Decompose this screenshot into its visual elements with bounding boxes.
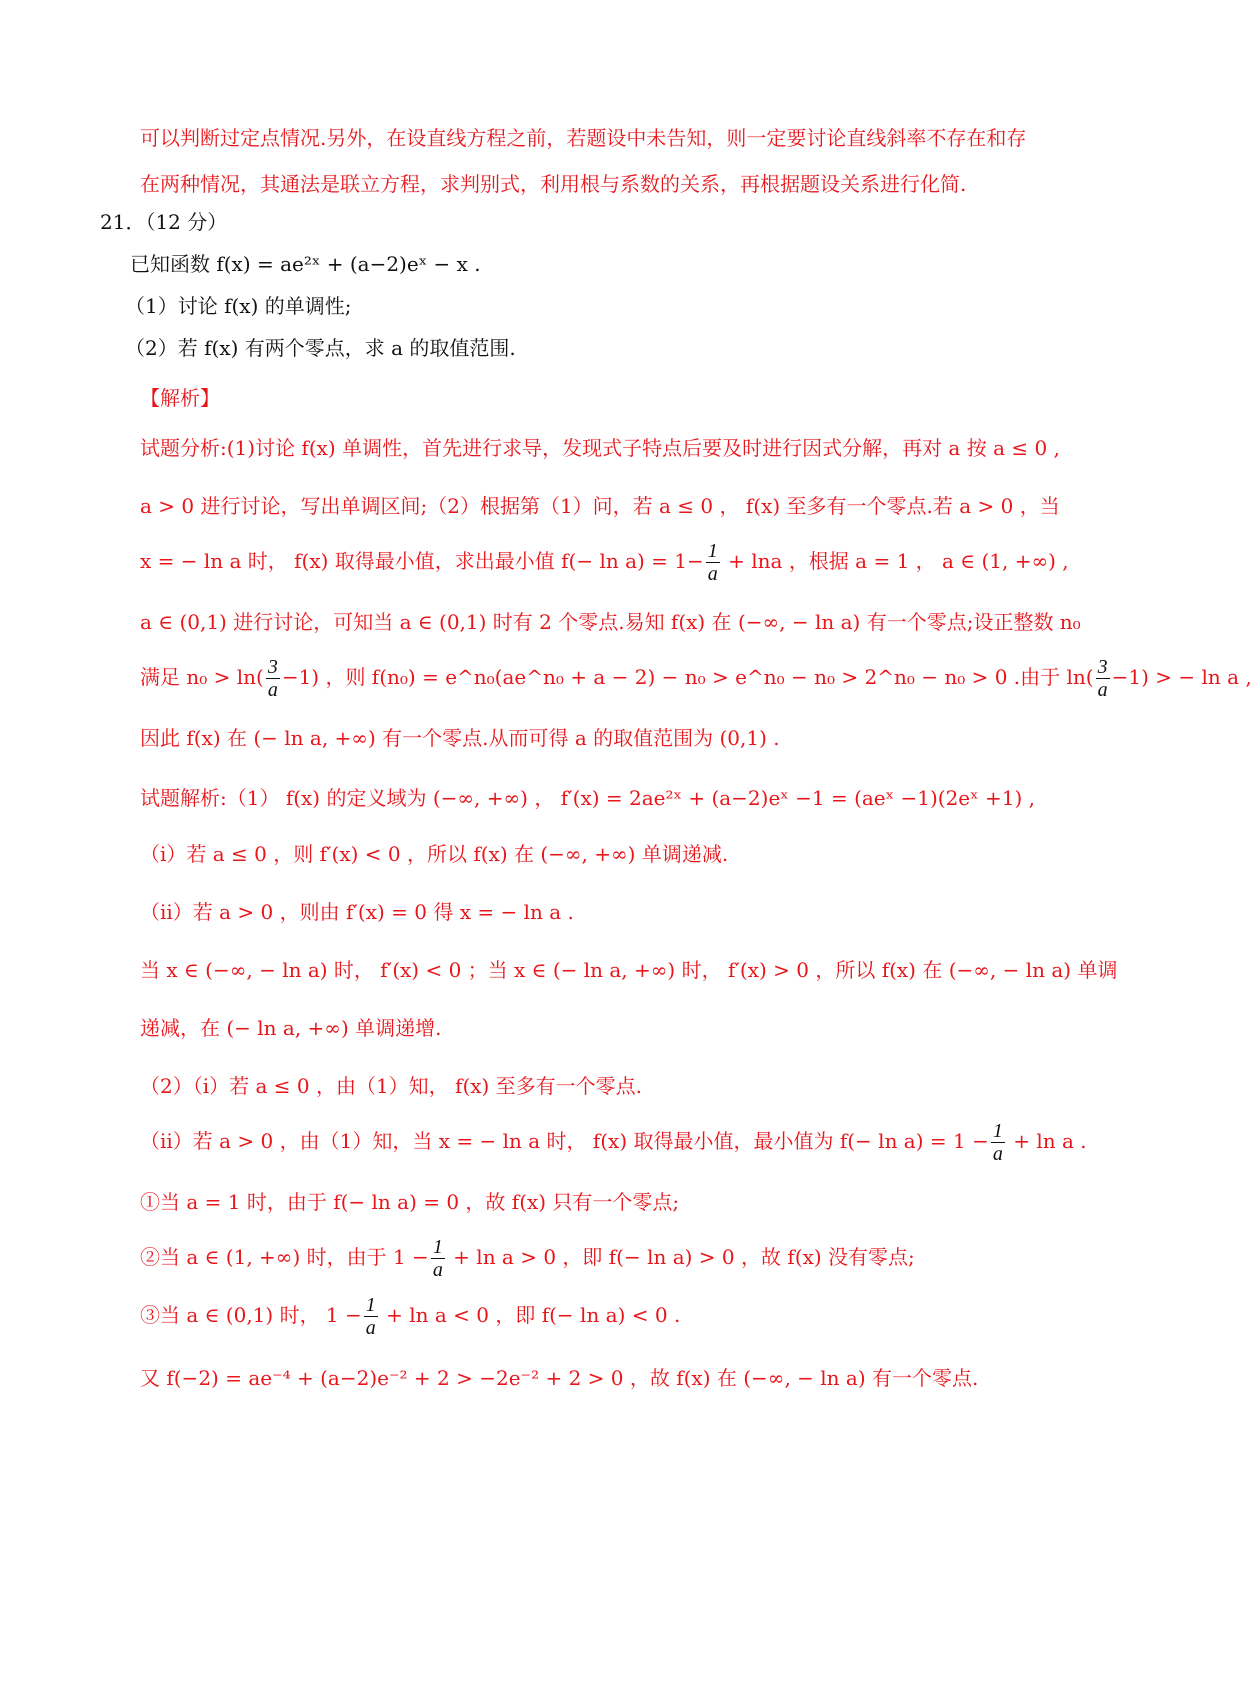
analysis-line-3 [140, 540, 1069, 585]
analysis-line-5-part-c: −1) > − ln a , [1111, 665, 1252, 689]
problem-statement: 已知函数 f(x) = ae²ˣ + (a−2)eˣ − x . [130, 252, 481, 276]
detail-when-line-1: 当 x ∈ (−∞, − ln a) 时， f′(x) < 0 ；当 x ∈ (− ln a, +∞) 时， f′(x) > 0 ，所以 f(x) 在 (−∞, − ln a) 单调 [140, 958, 1118, 982]
case-3-part-a: ③当 a ∈ (0,1) 时， 1 − [140, 1303, 362, 1327]
intro-line-1: 可以判断过定点情况.另外，在设直线方程之前，若题设中未告知，则一定要讨论直线斜率不存在和存 [140, 126, 1027, 150]
fraction-numerator: 3 [1097, 656, 1108, 678]
analysis-line-3-part-a: x = − ln a 时， f(x) 取得最小值，求出最小值 f(− ln a) = 1− [140, 549, 704, 573]
case-3 [140, 1294, 680, 1339]
problem-number: 21．（12 分） [100, 210, 228, 234]
case-1: ①当 a = 1 时，由于 f(− ln a) = 0 ，故 f(x) 只有一个零点; [140, 1190, 680, 1214]
analysis-line-5-part-a: 满足 n₀ > ln( [140, 665, 264, 689]
analysis-line-1: 试题分析:(1)讨论 f(x) 单调性，首先进行求导，发现式子特点后要及时进行因式分解，再对 a 按 a ≤ 0 , [140, 436, 1060, 460]
analysis-line-2: a > 0 进行讨论，写出单调区间;（2）根据第（1）问，若 a ≤ 0 ， f(x) 至多有一个零点.若 a > 0 ，当 [140, 494, 1060, 518]
solution-header: 【解析】 [140, 386, 220, 410]
fraction-denominator: a [432, 1259, 443, 1281]
fraction-1-over-a-4 [364, 1294, 378, 1339]
fraction-numerator: 3 [267, 656, 278, 678]
fraction-1-over-a [706, 540, 720, 585]
intro-line-2: 在两种情况，其通法是联立方程，求判别式，利用根与系数的关系，再根据题设关系进行化简. [140, 172, 967, 196]
part2-case-ii [140, 1120, 1087, 1165]
case-3-part-b: + ln a < 0 ，即 f(− ln a) < 0 . [379, 1303, 681, 1327]
analysis-line-5 [140, 656, 1252, 701]
analysis-line-4: a ∈ (0,1) 进行讨论，可知当 a ∈ (0,1) 时有 2 个零点.易知 f(x) 在 (−∞, − ln a) 有一个零点;设正整数 n₀ [140, 610, 1081, 634]
final-line: 又 f(−2) = ae⁻⁴ + (a−2)e⁻² + 2 > −2e⁻² + 2 > 0 ，故 f(x) 在 (−∞, − ln a) 有一个零点. [140, 1366, 979, 1390]
detail-case-ii: （ⅱ）若 a > 0 ，则由 f′(x) = 0 得 x = − ln a . [140, 900, 574, 924]
case-2-part-b: + ln a > 0 ，即 f(− ln a) > 0 ，故 f(x) 没有零点; [446, 1245, 915, 1269]
fraction-numerator: 1 [365, 1294, 376, 1316]
part2-case-i: （2）（ⅰ）若 a ≤ 0 ，由（1）知， f(x) 至多有一个零点. [140, 1074, 643, 1098]
analysis-line-5-part-b: −1) ，则 f(n₀) = e^n₀(ae^n₀ + a − 2) − n₀ > e^n₀ − n₀ > 2^n₀ − n₀ > 0 .由于 ln( [281, 665, 1094, 689]
fraction-denominator: a [365, 1317, 376, 1339]
detail-when-line-2: 递减，在 (− ln a, +∞) 单调递增. [140, 1016, 442, 1040]
analysis-line-6: 因此 f(x) 在 (− ln a, +∞) 有一个零点.从而可得 a 的取值范围为 (0,1) . [140, 726, 780, 750]
fraction-1-over-a-2 [991, 1120, 1005, 1165]
problem-part-1: （1）讨论 f(x) 的单调性; [125, 294, 352, 318]
detail-line-1: 试题解析:（1） f(x) 的定义域为 (−∞, +∞) ， f′(x) = 2ae²ˣ + (a−2)eˣ −1 = (aeˣ −1)(2eˣ +1) , [140, 786, 1035, 810]
fraction-denominator: a [707, 563, 718, 585]
case-2-part-a: ②当 a ∈ (1, +∞) 时，由于 1 − [140, 1245, 429, 1269]
fraction-denominator: a [267, 679, 278, 701]
fraction-3-over-a-2 [1096, 656, 1110, 701]
part2-case-ii-part-a: （ⅱ）若 a > 0 ，由（1）知，当 x = − ln a 时， f(x) 取得最小值，最小值为 f(− ln a) = 1 − [140, 1129, 989, 1153]
case-2 [140, 1236, 915, 1281]
fraction-3-over-a [266, 656, 280, 701]
problem-part-2: （2）若 f(x) 有两个零点，求 a 的取值范围. [125, 336, 516, 360]
part2-case-ii-part-b: + ln a . [1006, 1129, 1087, 1153]
fraction-numerator: 1 [992, 1120, 1003, 1142]
analysis-line-3-part-b: + lna ，根据 a = 1 ， a ∈ (1, +∞) , [721, 549, 1069, 573]
fraction-denominator: a [1097, 679, 1108, 701]
fraction-1-over-a-3 [431, 1236, 445, 1281]
fraction-numerator: 1 [707, 540, 718, 562]
fraction-numerator: 1 [432, 1236, 443, 1258]
fraction-denominator: a [992, 1143, 1003, 1165]
detail-case-i: （ⅰ）若 a ≤ 0 ，则 f′(x) < 0 ，所以 f(x) 在 (−∞, +∞) 单调递减. [140, 842, 729, 866]
